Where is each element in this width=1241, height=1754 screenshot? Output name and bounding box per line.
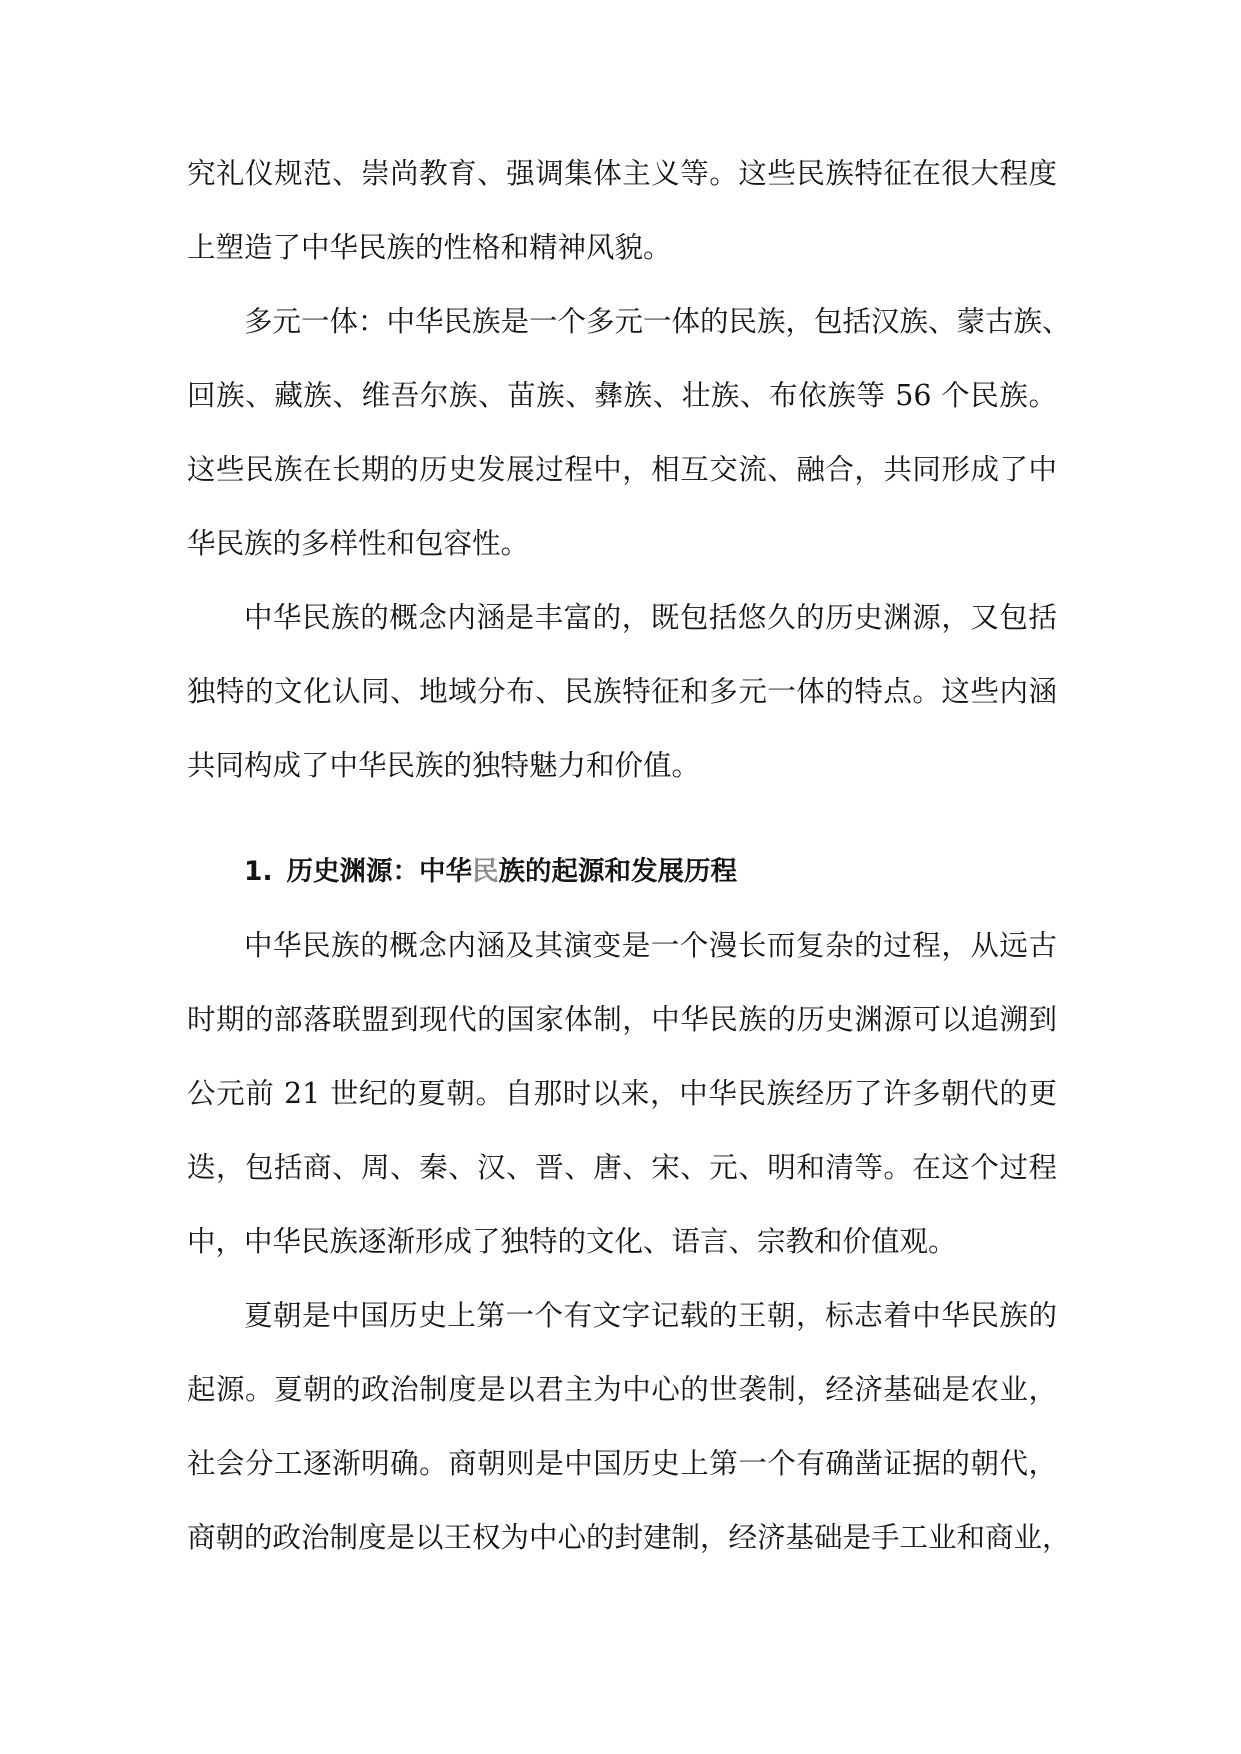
section-heading <box>187 835 1057 909</box>
text-line: 这些民族在长期的历史发展过程中，相互交流、融合，共同形成了中 <box>187 453 1057 486</box>
text-line: 究礼仪规范、崇尚教育、强调集体主义等。这些民族特征在很大程度 <box>187 157 1057 190</box>
text-line: 迭，包括商、周、秦、汉、晋、唐、宋、元、明和清等。在这个过程 <box>187 1151 1057 1184</box>
heading-number: 1. <box>244 856 273 887</box>
paragraph <box>187 581 1057 803</box>
text-line: 回族、藏族、维吾尔族、苗族、彝族、壮族、布依族等 56 个民族。 <box>187 379 1057 412</box>
text-line: 中华民族的概念内涵及其演变是一个漫长而复杂的过程，从远古 <box>244 929 1057 962</box>
text-line: 华民族的多样性和包容性。 <box>187 527 530 560</box>
paragraph <box>187 909 1057 1279</box>
text-line: 共同构成了中华民族的独特魅力和价值。 <box>187 749 701 782</box>
heading-text-faded-char: 民 <box>472 856 499 887</box>
text-line: 上塑造了中华民族的性格和精神风貌。 <box>187 231 672 264</box>
text-line: 公元前 21 世纪的夏朝。自那时以来，中华民族经历了许多朝代的更 <box>187 1077 1057 1110</box>
paragraph <box>187 137 1057 285</box>
text-line: 商朝的政治制度是以王权为中心的封建制，经济基础是手工业和商业， <box>187 1521 1071 1554</box>
text-line: 社会分工逐渐明确。商朝则是中国历史上第一个有确凿证据的朝代， <box>187 1447 1057 1480</box>
heading-text-start: 历史渊源：中华 <box>286 856 473 887</box>
text-line: 中华民族的概念内涵是丰富的，既包括悠久的历史渊源，又包括 <box>244 601 1057 634</box>
text-line: 独特的文化认同、地域分布、民族特征和多元一体的特点。这些内涵 <box>187 675 1057 708</box>
section-spacer <box>187 803 1057 835</box>
text-line: 起源。夏朝的政治制度是以君主为中心的世袭制，经济基础是农业， <box>187 1373 1057 1406</box>
heading-text-end: 族的起源和发展历程 <box>498 856 738 887</box>
text-line: 中，中华民族逐渐形成了独特的文化、语言、宗教和价值观。 <box>187 1225 957 1258</box>
text-line: 多元一体：中华民族是一个多元一体的民族，包括汉族、蒙古族、 <box>244 305 1071 338</box>
text-line: 夏朝是中国历史上第一个有文字记载的王朝，标志着中华民族的 <box>244 1299 1057 1332</box>
paragraph <box>187 1279 1071 1575</box>
text-line: 时期的部落联盟到现代的国家体制，中华民族的历史渊源可以追溯到 <box>187 1003 1057 1036</box>
paragraph <box>187 285 1071 581</box>
document-page <box>187 137 1071 1575</box>
